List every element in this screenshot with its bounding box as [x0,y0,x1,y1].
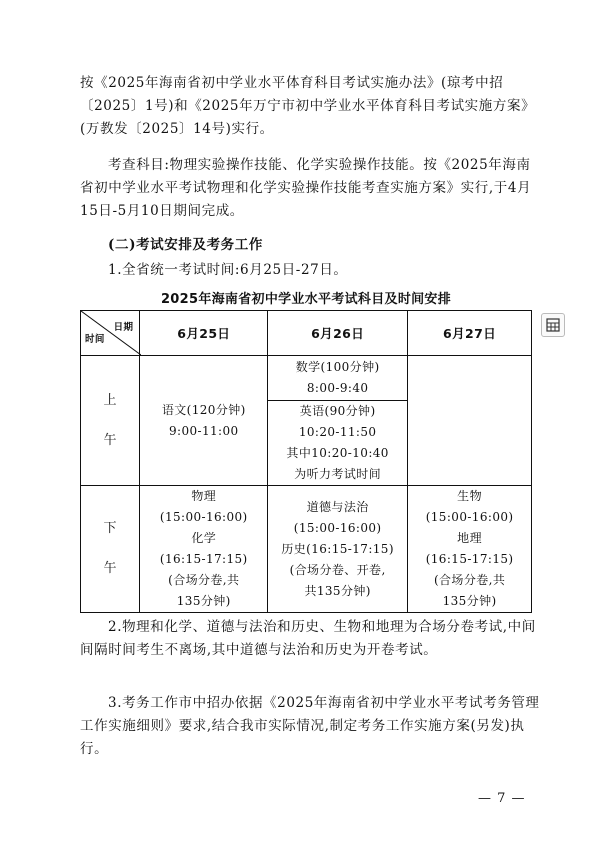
table-header-row [81,311,532,356]
afternoon-day2-cell: 道德与法治 (15:00-16:00) 历史(16:15-17:15) (合场分卷、开卷, 共135分钟) [268,486,408,613]
date-header-1: 6月25日 [140,311,268,356]
morning-day1-cell: 语文(120分钟) 9:00-11:00 [140,356,268,486]
schedule-table [80,310,532,613]
corner-time-label: 时间 [85,334,105,345]
morning-day3-cell [408,356,532,486]
paragraph-pe-exam: 按《2025年海南省初中学业水平体育科目考试实施办法》(琼考中招〔2025〕1号)和《2025年万宁市初中学业水平体育科目考试实施方案》(万教发〔2025〕14号)实行。 [80,75,536,137]
paragraph-exam-affairs: 3.考务工作市中招办依据《2025年海南省初中学业水平考试考务管理工作实施细则》要求,结合我市实际情况,制定考务工作实施方案(另发)执行。 [80,695,540,757]
corner-cell [81,311,140,356]
afternoon-label: 下 午 [81,486,140,613]
paragraph-lab-exam: 考查科目:物理实验操作技能、化学实验操作技能。按《2025年海南省初中学业水平考试物理和化学实验操作技能考查实施方案》实行,于4月15日-5月10日期间完成。 [80,157,532,219]
table-title: 2025年海南省初中学业水平考试科目及时间安排 [160,292,452,307]
item-exam-dates: 1.全省统一考试时间:6月25日-27日。 [108,262,348,278]
math-block: 数学(100分钟) 8:00-9:40 [295,360,380,395]
english-block: 英语(90分钟) 10:20-11:50 其中10:20-10:40 为听力考试时间 [268,400,407,485]
morning-day2-cell [268,356,408,486]
table-grid-icon[interactable] [541,313,565,337]
date-header-2: 6月26日 [268,311,408,356]
section-heading: (二)考试安排及考务工作 [108,237,263,253]
morning-row [81,356,532,486]
date-header-3: 6月27日 [408,311,532,356]
paragraph-combined-exams: 2.物理和化学、道德与法治和历史、生物和地理为合场分卷考试,中间间隔时间考生不离场,其中道德与法治和历史为开卷考试。 [80,619,536,658]
page-number: — 7 — [478,791,526,806]
morning-label: 上 午 [81,356,140,486]
afternoon-day1-cell: 物理 (15:00-16:00) 化学 (16:15-17:15) (合场分卷,共 135分钟) [140,486,268,613]
afternoon-row [81,486,532,613]
corner-date-label: 日期 [113,322,134,333]
afternoon-day3-cell: 生物 (15:00-16:00) 地理 (16:15-17:15) (合场分卷,共 135分钟) [408,486,532,613]
